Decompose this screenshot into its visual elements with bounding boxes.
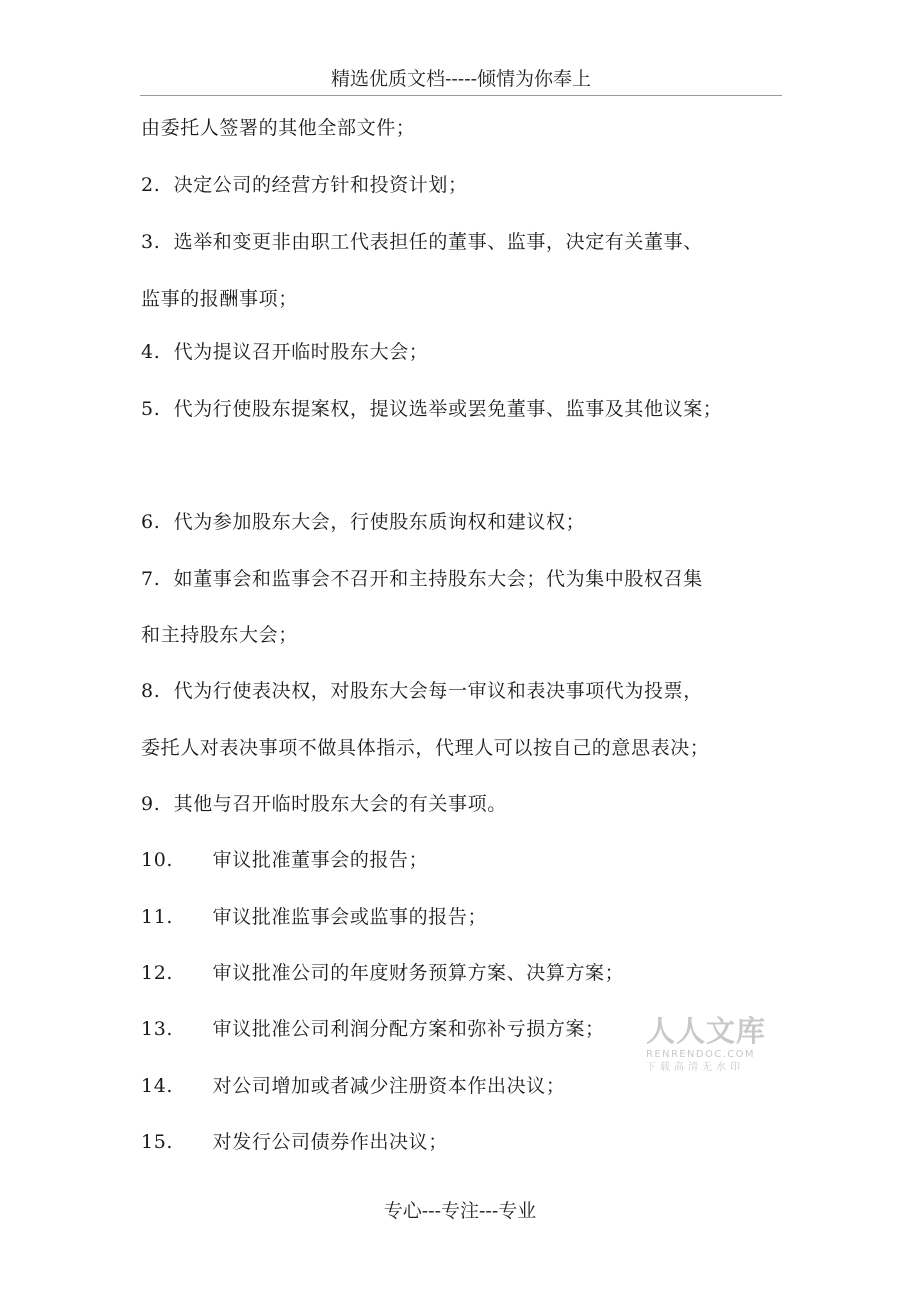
item-number: 13. (141, 1018, 174, 1040)
page-footer: 专心---专注---专业 (383, 1200, 537, 1222)
text-line (141, 114, 415, 142)
page-header: 精选优质文档-----倾情为你奉上 (330, 68, 592, 90)
list-item-14 (141, 1072, 565, 1100)
item-text: 审议批准董事会的报告； (212, 849, 429, 871)
item-text: 其他与召开临时股东大会的有关事项。 (173, 793, 507, 815)
item-number: 9. (141, 793, 161, 815)
item-text: 对公司增加或者减少注册资本作出决议； (212, 1075, 566, 1097)
watermark-logo (646, 1014, 776, 1080)
list-item-15 (141, 1128, 448, 1156)
item-number: 11. (141, 906, 174, 928)
item-number: 6. (141, 511, 161, 533)
watermark-subtitle: 下载高清无水印 (646, 1062, 744, 1073)
item-text: 审议批准公司的年度财务预算方案、决算方案； (212, 962, 625, 984)
list-item-5 (141, 395, 722, 423)
list-item-10 (141, 846, 428, 874)
list-item-13 (141, 1015, 605, 1043)
list-item-4 (141, 338, 428, 366)
text-line (141, 621, 298, 649)
list-item-2 (141, 171, 468, 199)
item-number: 3. (141, 231, 161, 253)
list-item-6 (141, 508, 585, 536)
header-divider (140, 95, 782, 96)
list-item-7 (141, 565, 703, 593)
item-text: 决定公司的经营方针和投资计划； (173, 174, 468, 196)
line-text: 委托人对表决事项不做具体指示，代理人可以按自己的意思表决； (141, 737, 710, 759)
item-text: 选举和变更非由职工代表担任的董事、监事，决定有关董事、 (173, 231, 703, 253)
item-number: 7. (141, 568, 161, 590)
line-text: 监事的报酬事项； (141, 288, 298, 310)
item-number: 5. (141, 398, 161, 420)
list-item-12 (141, 959, 624, 987)
item-number: 8. (141, 680, 161, 702)
text-line (141, 285, 298, 313)
item-number: 15. (141, 1131, 174, 1153)
line-text: 由委托人签署的其他全部文件； (141, 117, 416, 139)
item-text: 审议批准公司利润分配方案和弥补亏损方案； (212, 1018, 605, 1040)
item-text: 如董事会和监事会不召开和主持股东大会；代为集中股权召集 (173, 568, 703, 590)
item-text: 对发行公司债券作出决议； (212, 1131, 448, 1153)
item-text: 代为参加股东大会，行使股东质询权和建议权； (173, 511, 586, 533)
item-text: 代为提议召开临时股东大会； (173, 341, 429, 363)
item-text: 审议批准监事会或监事的报告； (212, 906, 488, 928)
item-number: 12. (141, 962, 174, 984)
watermark-title: 人人文库 (646, 1014, 767, 1048)
list-item-11 (141, 903, 487, 931)
watermark-url: RENRENDOC.COM (646, 1049, 755, 1060)
list-item-9 (141, 790, 507, 818)
list-item-8 (141, 677, 703, 705)
line-text: 和主持股东大会； (141, 624, 298, 646)
item-text: 代为行使股东提案权，提议选举或罢免董事、监事及其他议案； (173, 398, 723, 420)
item-number: 2. (141, 174, 161, 196)
item-number: 4. (141, 341, 161, 363)
item-number: 14. (141, 1075, 174, 1097)
item-text: 代为行使表决权，对股东大会每一审议和表决事项代为投票， (173, 680, 703, 702)
item-number: 10. (141, 849, 174, 871)
list-item-3 (141, 228, 703, 256)
text-line (141, 734, 709, 762)
